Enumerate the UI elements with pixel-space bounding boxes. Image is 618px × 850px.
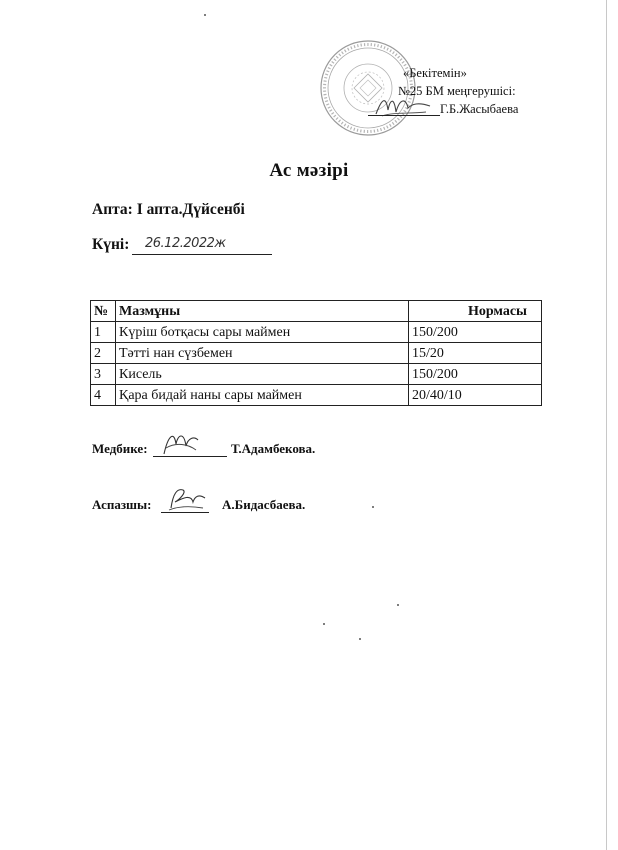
nurse-signature-icon <box>160 428 202 458</box>
cook-signature-line <box>161 512 209 513</box>
row-number: 2 <box>91 343 116 364</box>
nurse-label: Медбике: <box>92 441 148 456</box>
cook-signature-icon <box>165 484 207 514</box>
date-underline <box>132 254 272 255</box>
row-dish: Қара бидай наны сары маймен <box>116 385 409 406</box>
date-label: Күні: <box>92 236 130 253</box>
approval-line-approve: «Бекітемін» <box>403 66 467 80</box>
nurse-name: Т.Адамбекова. <box>231 441 316 456</box>
scan-speck <box>397 604 399 606</box>
director-signature-line <box>368 115 440 116</box>
cook-name: А.Бидасбаева. <box>222 497 306 512</box>
scan-speck <box>323 623 325 625</box>
row-norm: 150/200 <box>409 322 542 343</box>
table-row <box>91 322 542 343</box>
cook-label: Аспазшы: <box>92 497 152 512</box>
table-row <box>91 343 542 364</box>
date-value: 26.12.2022ж <box>145 236 226 251</box>
row-dish: Күріш ботқасы сары маймен <box>116 322 409 343</box>
scan-speck <box>359 638 361 640</box>
row-number: 1 <box>91 322 116 343</box>
page-title: Ас мәзірі <box>269 160 349 181</box>
scan-speck <box>372 506 374 508</box>
nurse-signature-line <box>153 456 227 457</box>
approval-block <box>0 0 618 140</box>
row-norm: 15/20 <box>409 343 542 364</box>
row-dish: Кисель <box>116 364 409 385</box>
row-norm: 20/40/10 <box>409 385 542 406</box>
row-dish: Тәтті нан сүзбемен <box>116 343 409 364</box>
header-norm: Нормасы <box>409 301 542 322</box>
menu-table <box>90 300 542 406</box>
row-norm: 150/200 <box>409 364 542 385</box>
header-content: Мазмұны <box>116 301 409 322</box>
approval-line-position: №25 БМ меңгерушісі: <box>398 84 516 98</box>
scan-speck <box>204 14 206 16</box>
approval-line-director-name: Г.Б.Жасыбаева <box>440 102 519 116</box>
row-number: 3 <box>91 364 116 385</box>
table-row <box>91 364 542 385</box>
row-number: 4 <box>91 385 116 406</box>
week-line: Апта: І апта.Дүйсенбі <box>92 201 245 218</box>
header-number: № <box>91 301 116 322</box>
table-row <box>91 385 542 406</box>
table-header-row <box>91 301 542 322</box>
